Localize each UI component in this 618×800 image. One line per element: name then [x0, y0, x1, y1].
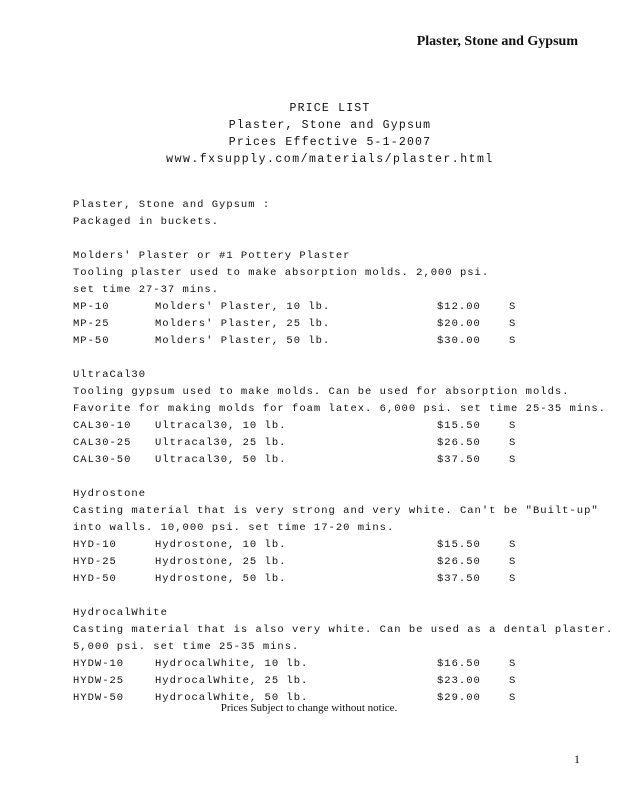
- item-code: CAL30-50: [73, 454, 132, 466]
- item-name: Ultracal30, 10 lb.: [155, 420, 287, 432]
- item-unit: S: [509, 539, 517, 551]
- item-price: $23.00: [437, 675, 481, 687]
- item-unit: S: [509, 335, 517, 347]
- item-price: $16.50: [437, 658, 481, 670]
- price-row: [73, 316, 553, 333]
- item-name: HydrocalWhite, 50 lb.: [155, 692, 309, 704]
- item-price: $20.00: [437, 318, 481, 330]
- effective-date-label: Prices Effective: [228, 136, 359, 149]
- item-price: $26.50: [437, 556, 481, 568]
- product-sections: [73, 231, 614, 707]
- item-code: HYDW-10: [73, 658, 125, 670]
- price-row: [73, 452, 553, 469]
- product-name: Molders' Plaster or #1 Pottery Plaster: [73, 250, 351, 262]
- section-spacer: [73, 588, 553, 605]
- item-code: HYDW-25: [73, 675, 125, 687]
- title-block: [0, 100, 618, 168]
- price-row: [73, 554, 553, 571]
- price-row: [73, 656, 553, 673]
- price-row: [73, 435, 553, 452]
- item-code: MP-25: [73, 318, 110, 330]
- product-section: [73, 367, 606, 469]
- item-code: MP-10: [73, 301, 110, 313]
- section-spacer: [73, 231, 553, 248]
- product-description-line: set time 27-37 mins.: [73, 284, 220, 296]
- price-list-subtitle: Plaster, Stone and Gypsum: [228, 119, 432, 132]
- item-price: $15.50: [437, 539, 481, 551]
- item-name: Hydrostone, 10 lb.: [155, 539, 287, 551]
- price-row: [73, 537, 553, 554]
- price-row: [73, 299, 553, 316]
- item-price: $26.50: [437, 437, 481, 449]
- footer-note: Prices Subject to change without notice.: [220, 702, 398, 714]
- item-price: $29.00: [437, 692, 481, 704]
- product-description-line: Casting material that is also very white. Can be used as a dental plaster.: [73, 624, 614, 636]
- product-description-line: into walls. 10,000 psi. set time 17-20 mins.: [73, 522, 395, 534]
- intro-subheading: Packaged in buckets.: [73, 216, 220, 228]
- item-price: $37.50: [437, 573, 481, 585]
- item-code: CAL30-10: [73, 420, 132, 432]
- product-description-line: Tooling gypsum used to make molds. Can be used for absorption molds.: [73, 386, 570, 398]
- effective-date-line: [0, 134, 618, 151]
- item-name: Hydrostone, 50 lb.: [155, 573, 287, 585]
- intro-heading: Plaster, Stone and Gypsum :: [73, 199, 271, 211]
- item-name: HydrocalWhite, 25 lb.: [155, 675, 309, 687]
- item-name: Ultracal30, 25 lb.: [155, 437, 287, 449]
- product-name: Hydrostone: [73, 488, 147, 500]
- page-number: 1: [574, 752, 580, 766]
- item-code: MP-50: [73, 335, 110, 347]
- item-unit: S: [509, 573, 517, 585]
- section-spacer: [73, 350, 553, 367]
- item-price: $12.00: [437, 301, 481, 313]
- item-unit: S: [509, 454, 517, 466]
- item-name: Molders' Plaster, 25 lb.: [155, 318, 331, 330]
- item-unit: S: [509, 692, 517, 704]
- price-row: [73, 333, 553, 350]
- product-section: [73, 248, 553, 350]
- item-code: HYD-50: [73, 573, 117, 585]
- price-row: [73, 673, 553, 690]
- product-name: UltraCal30: [73, 369, 147, 381]
- product-name: HydrocalWhite: [73, 607, 168, 619]
- price-row: [73, 571, 553, 588]
- price-list-title: PRICE LIST: [289, 102, 371, 115]
- item-name: Molders' Plaster, 10 lb.: [155, 301, 331, 313]
- item-unit: S: [509, 301, 517, 313]
- item-unit: S: [509, 658, 517, 670]
- product-description-line: 5,000 psi. set time 25-35 mins.: [73, 641, 300, 653]
- item-unit: S: [509, 318, 517, 330]
- product-section: [73, 605, 614, 707]
- item-code: HYDW-50: [73, 692, 125, 704]
- price-row: [73, 418, 553, 435]
- item-unit: S: [509, 675, 517, 687]
- item-unit: S: [509, 420, 517, 432]
- item-unit: S: [509, 556, 517, 568]
- effective-date-value: 5-1-2007: [366, 136, 432, 149]
- item-name: HydrocalWhite, 10 lb.: [155, 658, 309, 670]
- item-code: HYD-10: [73, 539, 117, 551]
- product-section: [73, 486, 599, 588]
- item-price: $37.50: [437, 454, 481, 466]
- source-url: www.fxsupply.com/materials/plaster.html: [166, 153, 494, 166]
- item-code: HYD-25: [73, 556, 117, 568]
- item-price: $30.00: [437, 335, 481, 347]
- item-price: $15.50: [437, 420, 481, 432]
- price-list-content: [73, 197, 614, 707]
- item-name: Ultracal30, 50 lb.: [155, 454, 287, 466]
- product-description-line: Casting material that is very strong and very white. Can't be "Built-up": [73, 505, 599, 517]
- section-spacer: [73, 469, 553, 486]
- item-unit: S: [509, 437, 517, 449]
- product-description-line: Favorite for making molds for foam latex. 6,000 psi. set time 25-35 mins.: [73, 403, 606, 415]
- running-header: Plaster, Stone and Gypsum: [416, 34, 578, 49]
- product-description-line: Tooling plaster used to make absorption molds. 2,000 psi.: [73, 267, 490, 279]
- item-name: Molders' Plaster, 50 lb.: [155, 335, 331, 347]
- item-code: CAL30-25: [73, 437, 132, 449]
- item-name: Hydrostone, 25 lb.: [155, 556, 287, 568]
